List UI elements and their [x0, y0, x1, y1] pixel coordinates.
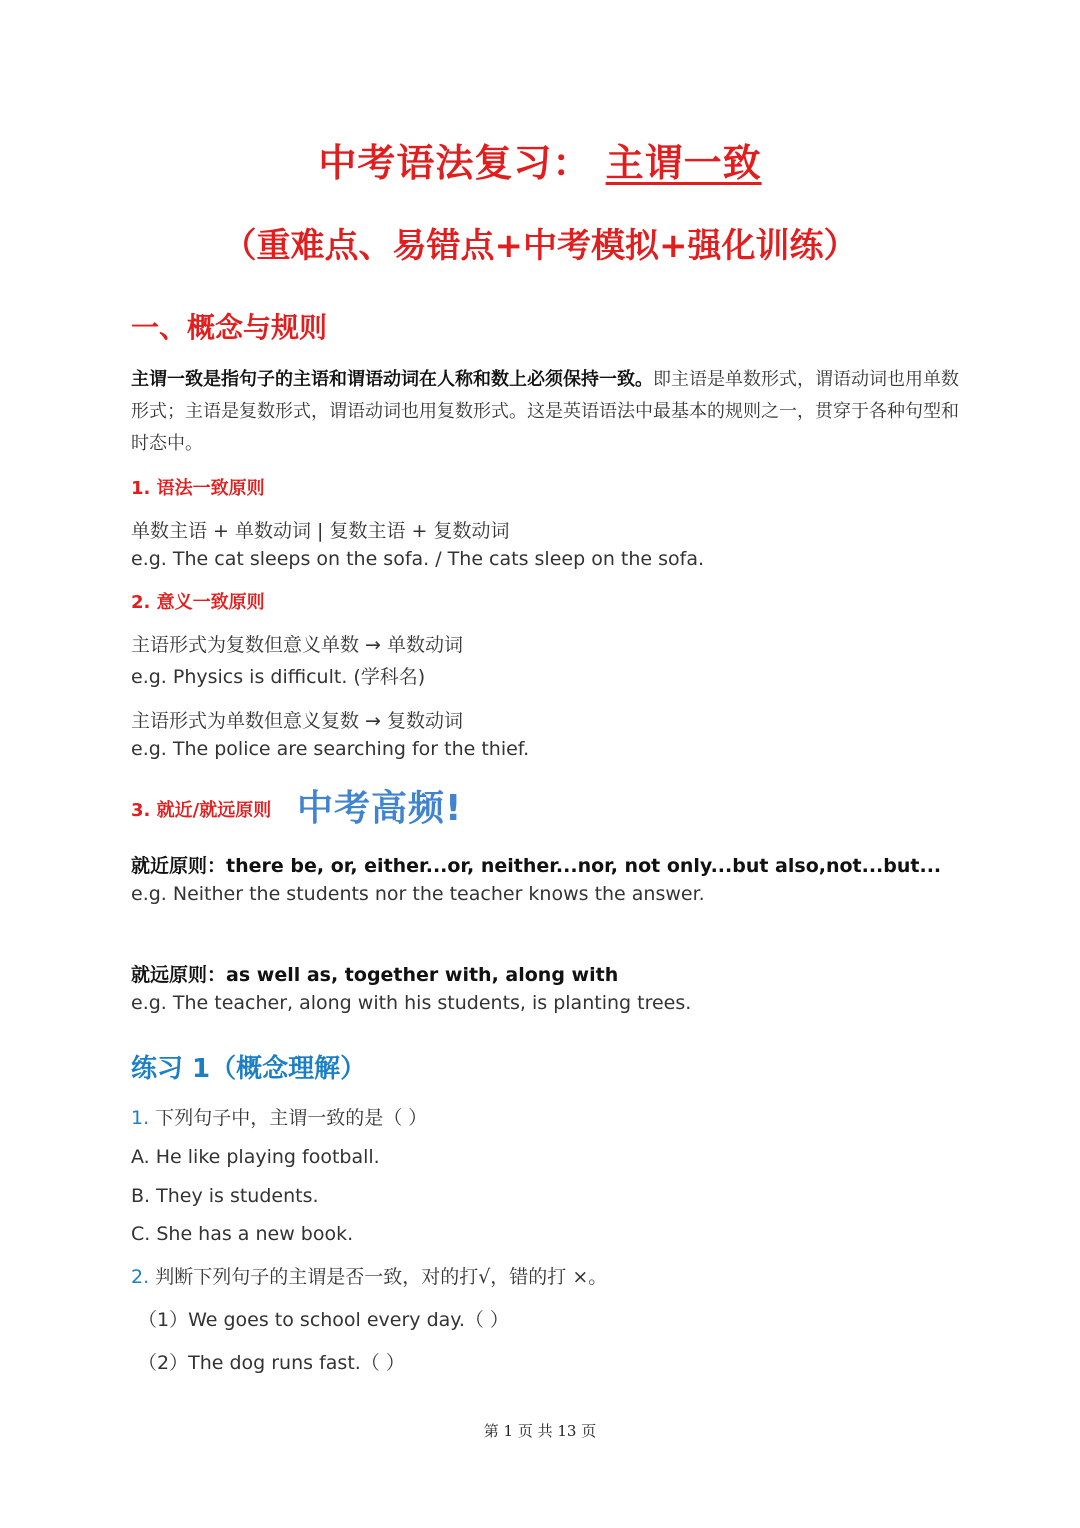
question-2	[131, 1262, 607, 1289]
far-principle-line	[131, 960, 618, 987]
far-principle-example: e.g. The teacher, along with his students, is planting trees.	[131, 992, 692, 1014]
question-2-text: 判断下列句子的主谓是否一致，对的打√，错的打 ×。	[155, 1266, 608, 1288]
intro-paragraph	[131, 364, 961, 460]
document-subtitle: （重难点、易错点+中考模拟+强化训练）	[222, 226, 858, 266]
section-heading-concepts: 一、概念与规则	[131, 311, 328, 344]
option-b: B. They is students.	[131, 1185, 319, 1207]
question-1-number: 1.	[131, 1107, 150, 1129]
option-c: C. She has a new book.	[131, 1223, 354, 1245]
document-title	[0, 132, 1080, 187]
near-principle-label: 就近原则：	[131, 855, 227, 877]
intro-bold-text: 主谓一致是指句子的主语和谓语动词在人称和数上必须保持一致。	[131, 369, 653, 390]
question-2-item-1: （1）We goes to school every day.（ ）	[138, 1309, 509, 1331]
page-footer: 第 1 页 共 13 页	[483, 1422, 597, 1440]
question-1-text: 下列句子中，主谓一致的是（ ）	[155, 1107, 428, 1129]
intro-rest-text: 即主语是单数形式，谓语动词也用单数形式；主语是复数形式，谓语动词也用复数形式。这是英语语法中最基本的规则之一，贯穿于各种句型和时态中。	[131, 369, 959, 454]
title-topic: 主谓一致	[605, 141, 762, 185]
option-a: A. He like playing football.	[131, 1146, 380, 1168]
rule2-line1: 主语形式为复数但意义单数 → 单数动词	[131, 634, 463, 656]
practice-heading: 练习 1（概念理解）	[131, 1054, 367, 1084]
question-2-number: 2.	[131, 1266, 150, 1288]
far-principle-keywords: as well as, together with, along with	[226, 964, 619, 986]
title-prefix: 中考语法复习：	[318, 141, 592, 185]
near-principle-keywords: there be, or, either...or, neither...nor, not only...but also,not...but...	[226, 855, 942, 877]
rule2-example2: e.g. The police are searching for the thief.	[131, 738, 530, 760]
rule1-example: e.g. The cat sleeps on the sofa. / The cats sleep on the sofa.	[131, 548, 705, 570]
rule1-line: 单数主语 + 单数动词 | 复数主语 + 复数动词	[131, 520, 510, 542]
rule1-heading: 1. 语法一致原则	[131, 478, 265, 499]
question-1	[131, 1103, 427, 1130]
near-principle-line	[131, 851, 941, 878]
far-principle-label: 就远原则：	[131, 964, 227, 986]
near-principle-example: e.g. Neither the students nor the teacher knows the answer.	[131, 883, 705, 905]
high-frequency-stamp: 中考高频!	[297, 788, 463, 829]
rule2-example1: e.g. Physics is difficult. (学科名)	[131, 666, 426, 688]
rule3-heading: 3. 就近/就远原则	[131, 800, 272, 821]
rule2-heading: 2. 意义一致原则	[131, 592, 265, 613]
question-2-item-2: （2）The dog runs fast.（ ）	[138, 1352, 405, 1374]
rule2-line2: 主语形式为单数但意义复数 → 复数动词	[131, 710, 463, 732]
